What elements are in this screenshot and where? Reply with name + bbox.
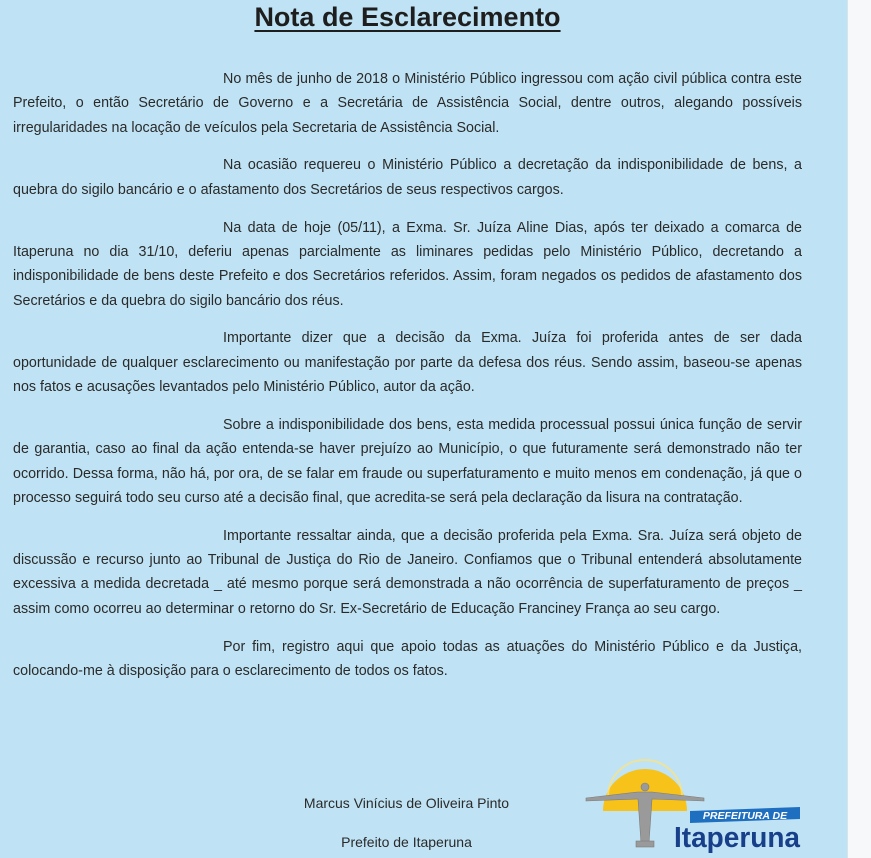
right-margin-strip [847,0,871,858]
document-body [13,67,802,697]
paragraph: Sobre a indisponibilidade dos bens, esta medida processual possui única função de servir de garantia, caso ao final da ação entenda-se haver prejuízo ao Município, o que futuramente será demonstrado não ter ocorrido. Dessa forma, não há, por ora, de se falar em fraude ou superfaturamento e muito menos em condenação, já que o processo seguirá todo seu curso até a decisão final, que acredita-se será pela declaração da lisura na contratação. [13,416,802,506]
paragraph: Por fim, registro aqui que apoio todas as atuações do Ministério Público e da Justiça, colocando-me à disposição para o esclarecimento de todos os fatos. [13,638,802,679]
signature-name: Marcus Vinícius de Oliveira Pinto [303,795,510,811]
paragraph: Na data de hoje (05/11), a Exma. Sr. Juíza Aline Dias, após ter deixado a comarca de Itaperuna no dia 31/10, deferiu apenas parcialmente as liminares pedidas pelo Ministério Público, decretando a indisponibilidade de bens deste Prefeito e dos Secretários referidos. Assim, foram negados os pedidos de afastamento dos Secretários e da quebra do sigilo bancário dos réus. [13,219,802,309]
prefeitura-logo [584,753,814,853]
logo-top-text: PREFEITURA DE [702,810,788,822]
paragraph: Importante dizer que a decisão da Exma. Juíza foi proferida antes de ser dada oportunidade de qualquer esclarecimento ou manifestação por parte da defesa dos réus. Sendo assim, baseou-se apenas nos fatos e acusações levantados pelo Ministério Público, autor da ação. [13,330,802,396]
page-title: Nota de Esclarecimento [254,2,561,32]
paragraph: No mês de junho de 2018 o Ministério Público ingressou com ação civil pública contra este Prefeito, o então Secretário de Governo e a Secretária de Assistência Social, dentre outros, alegando possíveis irregularidades na locação de veículos pela Secretaria de Assistência Social. [13,71,802,136]
paragraph: Importante ressaltar ainda, que a decisão proferida pela Exma. Sra. Juíza será objeto de discussão e recurso junto ao Tribunal de Justiça do Rio de Janeiro. Confiamos que o Tribunal entenderá absolutamente excessiva a medida decretada _ até mesmo porque será demonstrada a não ocorrência de superfaturamento de preços _ assim como ocorreu ao determinar o retorno do Sr. Ex-Secretário de Educação Franciney França ao seu cargo. [13,527,802,617]
signature-title: Prefeito de Itaperuna [341,834,472,850]
logo-main-text: Itaperuna [674,822,801,853]
paragraph: Na ocasião requereu o Ministério Público a decretação da indisponibilidade de bens, a quebra do sigilo bancário e o afastamento dos Secretários de seus respectivos cargos. [13,157,802,198]
